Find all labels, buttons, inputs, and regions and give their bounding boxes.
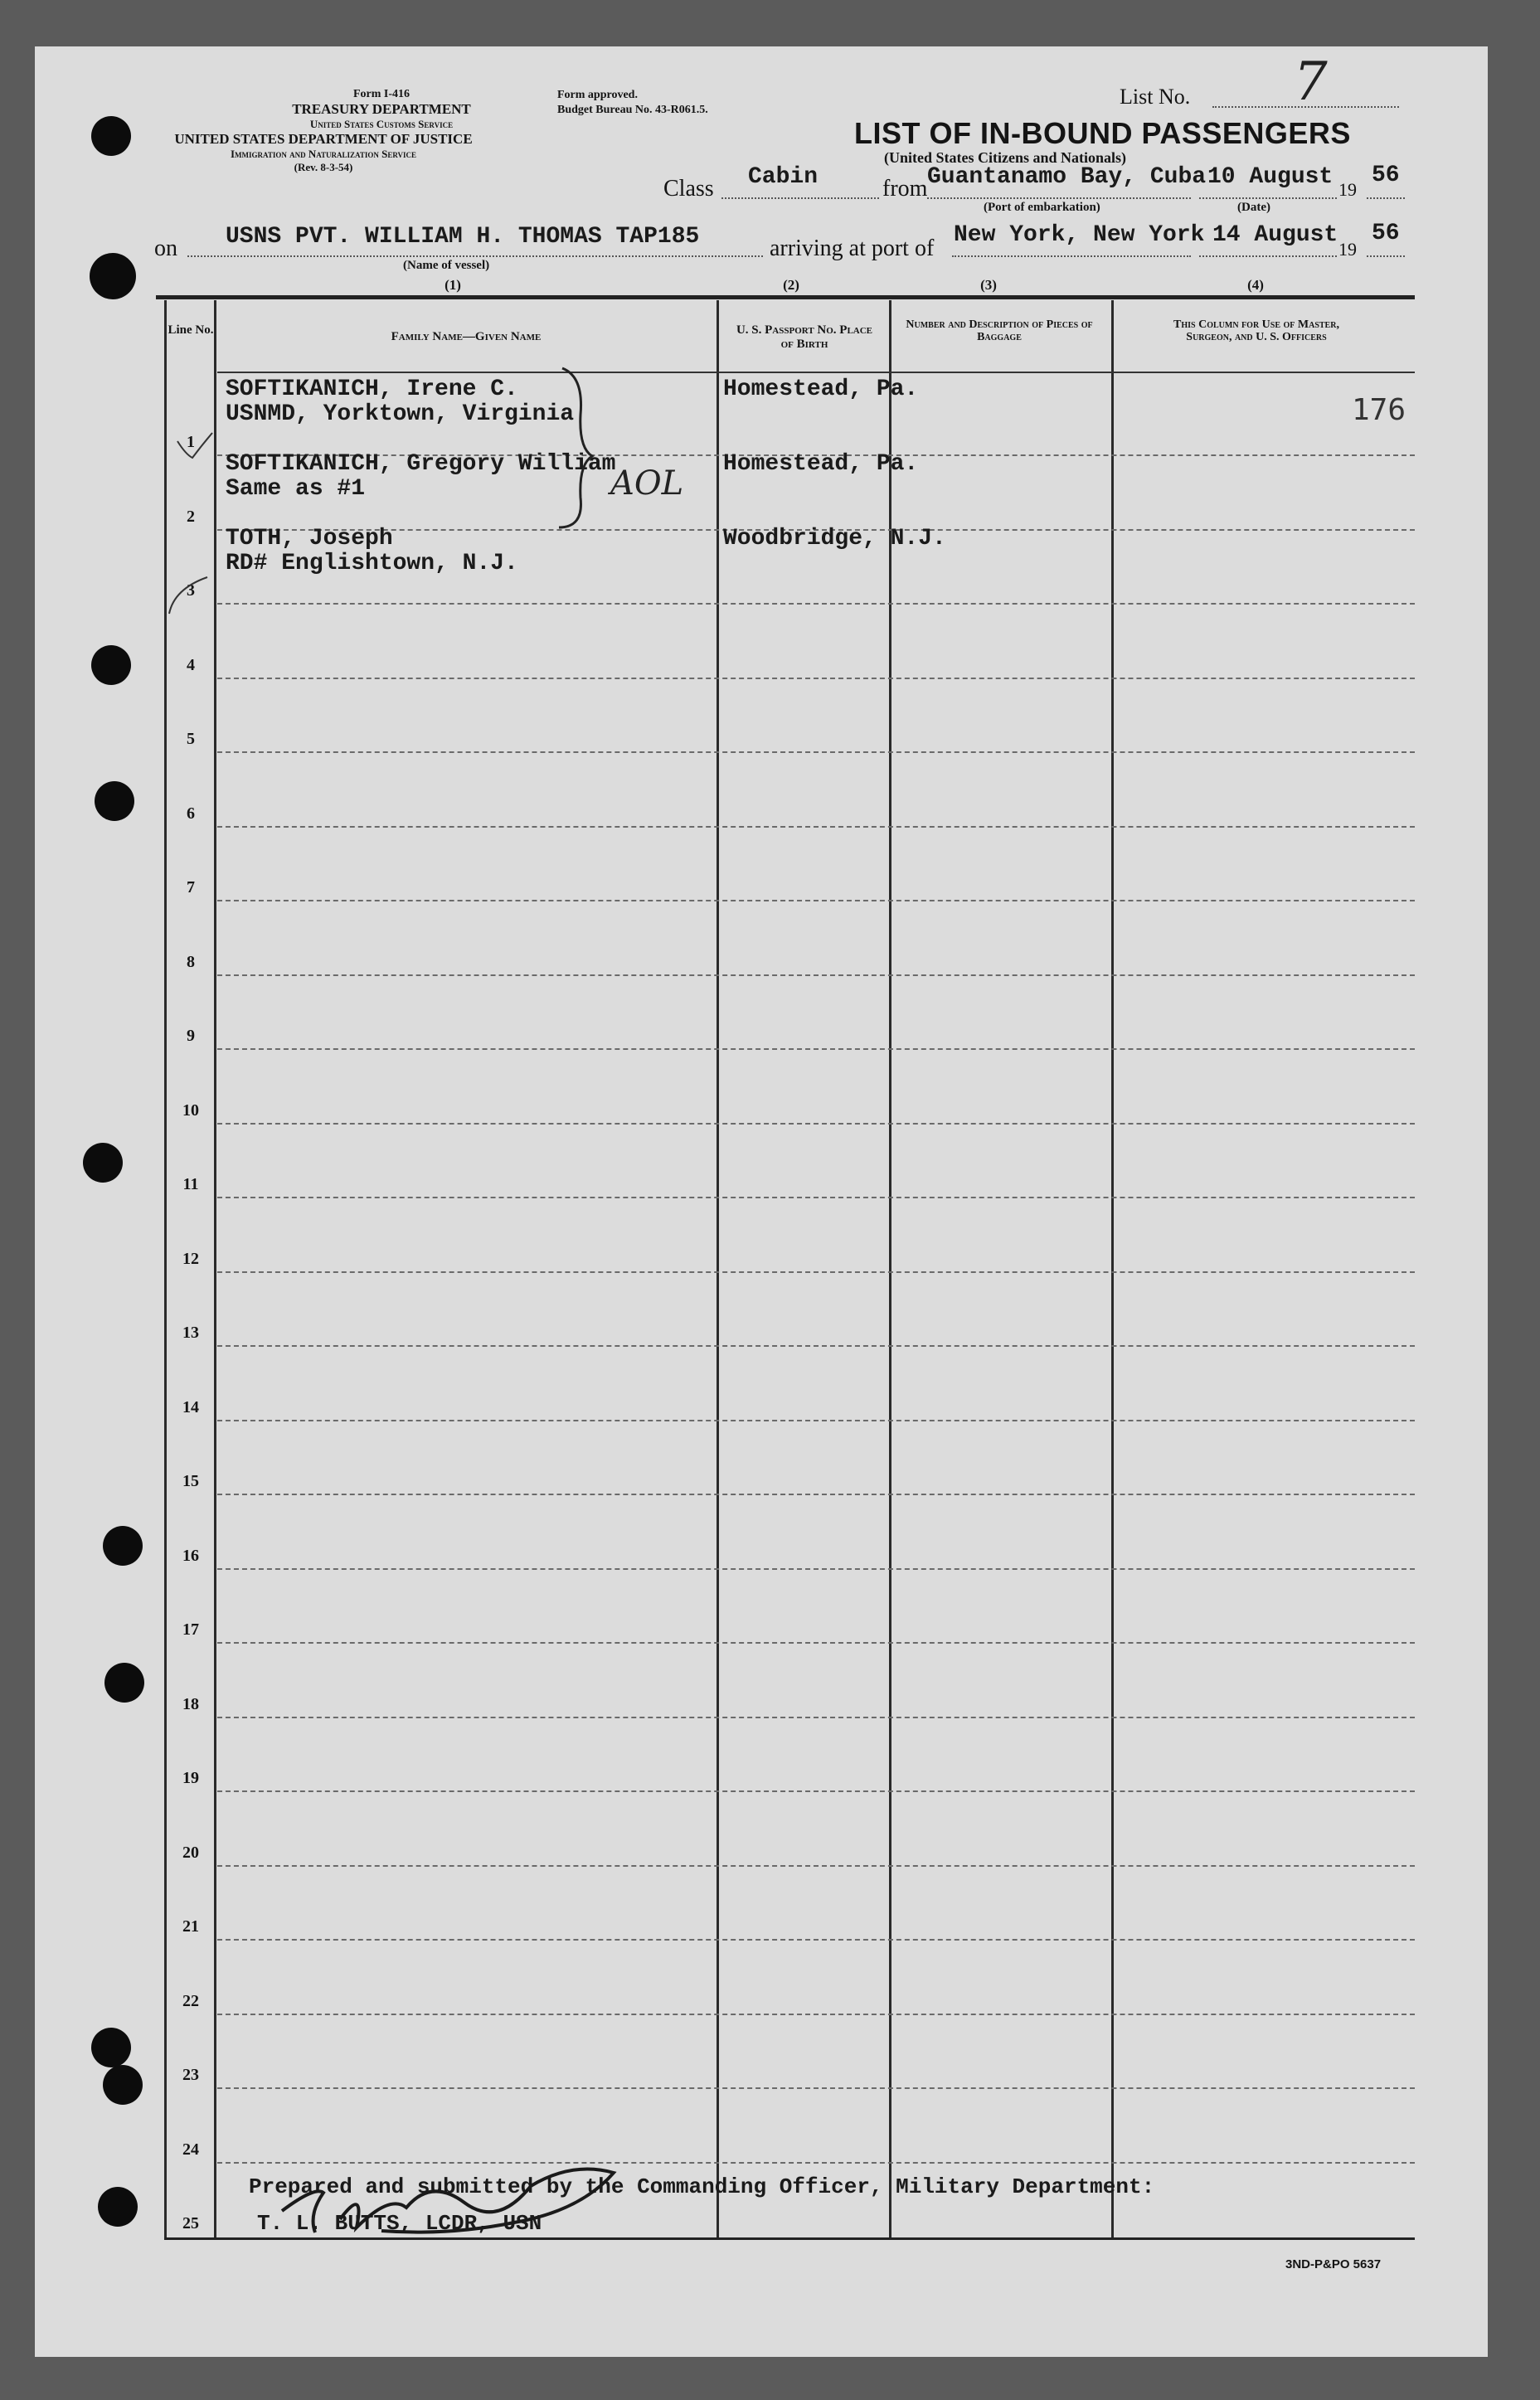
entry-1-officer-note: 176 <box>1352 393 1406 427</box>
table-row <box>217 974 1415 976</box>
year-arrival-line <box>1367 255 1405 257</box>
entry-3-birth: Woodbridge, N.J. <box>723 526 946 551</box>
header-officers: This Column for Use of Master, Surgeon, and U. S. Officers <box>1173 318 1339 344</box>
line-number: 21 <box>182 1917 199 1936</box>
vessel-value: USNS PVT. WILLIAM H. THOMAS TAP185 <box>226 224 700 250</box>
table-row <box>217 603 1415 605</box>
entry-3-name: TOTH, Joseph <box>226 526 393 551</box>
line-number: 20 <box>182 1843 199 1862</box>
line-number: 1 <box>187 433 195 451</box>
table-row <box>217 1717 1415 1718</box>
table-row <box>217 751 1415 753</box>
table-row <box>217 826 1415 828</box>
agency-block <box>124 88 522 174</box>
line-number: 22 <box>182 1991 199 2010</box>
rev-label: (Rev. 8-3-54) <box>294 161 353 173</box>
binder-hole <box>83 1143 123 1183</box>
entry-1-birth: Homestead, Pa. <box>723 377 919 402</box>
line-number: 25 <box>182 2214 199 2232</box>
date-from: 10 August <box>1207 164 1334 190</box>
arrival-port: New York, New York <box>954 222 1205 248</box>
line-number: 16 <box>182 1546 199 1565</box>
binder-hole <box>104 1663 144 1703</box>
binder-hole <box>98 2187 138 2227</box>
date-line <box>1199 197 1337 199</box>
column-divider <box>1111 300 1114 2239</box>
table-row <box>217 1271 1415 1273</box>
entry-2-detail: Same as #1 <box>226 476 366 502</box>
table-row <box>217 2014 1415 2015</box>
arrival-date-line <box>1199 255 1337 257</box>
column-marker: (3) <box>980 277 997 293</box>
bracket-note: AOL <box>610 464 684 503</box>
form-number: Form I-416 <box>352 88 411 100</box>
table-row <box>217 2087 1415 2089</box>
bracket-mark <box>556 365 605 531</box>
table-row <box>217 1048 1415 1050</box>
line-number: 9 <box>187 1027 195 1045</box>
line-number: 8 <box>187 952 195 971</box>
line-number: 12 <box>182 1249 199 1268</box>
approval-block <box>557 88 708 117</box>
customs-label: United States Customs Service <box>309 118 454 130</box>
column-divider <box>889 300 891 2239</box>
line-number: 4 <box>187 655 195 674</box>
officer-name: T. L. BUTTS, LCDR, USN <box>257 2211 542 2236</box>
form-approved: Form approved. <box>557 89 638 101</box>
header-rule <box>217 372 1415 373</box>
table-row <box>217 1865 1415 1867</box>
treasury-label: TREASURY DEPARTMENT <box>292 101 471 117</box>
class-line <box>721 197 879 199</box>
line-number: 5 <box>187 730 195 748</box>
table-top-rule <box>156 295 1415 299</box>
entry-1-name: SOFTIKANICH, Irene C. <box>226 377 518 402</box>
header-baggage: Number and Description of Pieces of Baggage <box>906 318 1093 344</box>
vessel-line <box>187 255 763 257</box>
table-row <box>217 1494 1415 1495</box>
entry-2-birth: Homestead, Pa. <box>723 451 919 477</box>
binder-hole <box>91 2028 131 2067</box>
from-value: Guantanamo Bay, Cuba <box>927 164 1207 190</box>
page-title: LIST OF IN-BOUND PASSENGERS <box>854 116 1351 150</box>
binder-hole <box>90 253 136 299</box>
class-label: Class <box>663 176 714 202</box>
class-value: Cabin <box>748 164 819 190</box>
entry-3-detail: RD# Englishtown, N.J. <box>226 551 518 576</box>
table-row <box>217 678 1415 679</box>
submitted-text: Prepared and submitted by the Commanding Officer, Military Department: <box>249 2174 1155 2199</box>
line-number: 6 <box>187 804 195 823</box>
justice-label: UNITED STATES DEPARTMENT OF JUSTICE <box>174 131 473 147</box>
footer-code: 3ND-P&PO 5637 <box>1285 2257 1382 2271</box>
line-number: 19 <box>182 1769 199 1787</box>
table-row <box>217 1568 1415 1570</box>
year-prefix: 19 <box>1338 179 1357 200</box>
line-number: 15 <box>182 1472 199 1490</box>
line-number: 7 <box>187 878 195 896</box>
column-marker: (4) <box>1247 277 1264 293</box>
check-mark <box>174 430 216 463</box>
list-no-label: List No. <box>1120 85 1191 109</box>
officer-signature <box>265 2153 630 2244</box>
line-number: 17 <box>182 1620 199 1639</box>
column-marker: (1) <box>445 277 461 293</box>
line-number: 3 <box>187 581 195 600</box>
check-mark <box>166 572 216 622</box>
ins-label: Immigration and Naturalization Service <box>230 148 417 160</box>
binder-hole <box>91 645 131 685</box>
line-number: 2 <box>187 507 195 526</box>
table-row <box>217 1197 1415 1198</box>
line-number: 23 <box>182 2066 199 2084</box>
line-number: 14 <box>182 1397 199 1416</box>
arrival-port-line <box>952 255 1191 257</box>
vessel-label: (Name of vessel) <box>403 259 490 272</box>
column-marker: (2) <box>783 277 799 293</box>
binder-hole <box>95 781 134 821</box>
header-passport: U. S. Passport No. Place of Birth <box>736 323 873 351</box>
line-number: 18 <box>182 1694 199 1713</box>
table-row <box>217 1420 1415 1421</box>
page-subtitle: (United States Citizens and Nationals) <box>884 149 1127 166</box>
entry-2-name: SOFTIKANICH, Gregory William <box>226 451 616 477</box>
year-arrival: 56 <box>1372 221 1400 246</box>
line-number: 10 <box>182 1100 199 1120</box>
port-embarkation-label: (Port of embarkation) <box>984 201 1100 214</box>
table-row <box>217 1345 1415 1347</box>
header-line-no: Line No. <box>168 323 214 337</box>
table-row <box>217 1939 1415 1941</box>
line-number: 13 <box>182 1324 199 1342</box>
line-number: 11 <box>182 1175 199 1193</box>
arriving-label: arriving at port of <box>770 236 935 261</box>
line-number: 24 <box>182 2140 199 2159</box>
table-row <box>217 1123 1415 1125</box>
date-label: (Date) <box>1237 201 1270 214</box>
year-from: 56 <box>1372 163 1400 188</box>
binder-hole <box>103 2065 143 2105</box>
from-line <box>927 197 1191 199</box>
from-label: from <box>882 176 928 202</box>
column-divider <box>717 300 719 2239</box>
binder-hole <box>103 1526 143 1566</box>
on-label: on <box>154 236 177 261</box>
entry-1-detail: USNMD, Yorktown, Virginia <box>226 401 575 427</box>
year-line <box>1367 197 1405 199</box>
date-arrival: 14 August <box>1212 222 1338 248</box>
table-row <box>217 1642 1415 1644</box>
year-prefix-arrival: 19 <box>1338 239 1357 260</box>
table-row <box>217 1790 1415 1792</box>
list-no-value: 7 <box>1294 51 1328 113</box>
table-row <box>217 900 1415 901</box>
header-name: Family Name—Given Name <box>391 330 542 343</box>
budget-bureau: Budget Bureau No. 43-R061.5. <box>557 103 708 116</box>
